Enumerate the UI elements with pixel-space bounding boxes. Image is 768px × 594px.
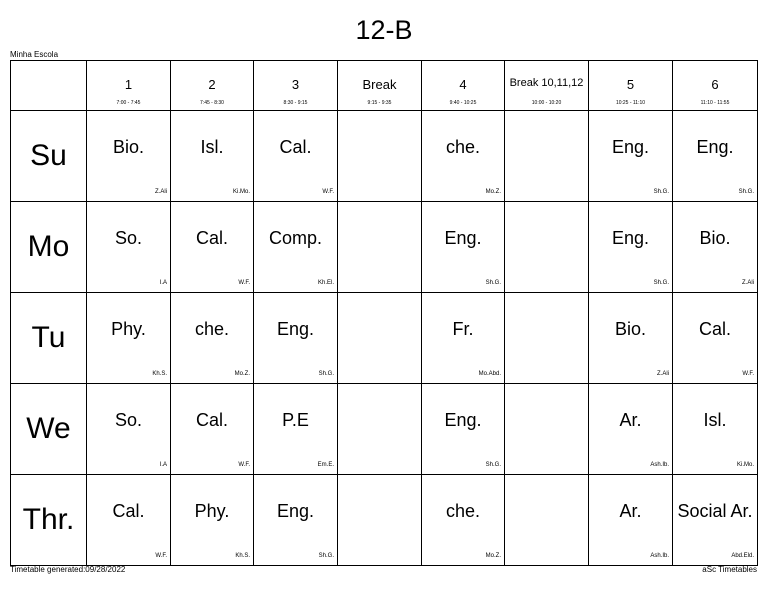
- lesson-cell: [254, 293, 338, 384]
- period-header: [505, 61, 589, 111]
- day-row: [11, 475, 758, 566]
- lesson-teacher: Kh.El.: [317, 280, 334, 286]
- corner-cell: [11, 61, 87, 111]
- lesson-teacher: I.A: [159, 280, 167, 286]
- lesson-subject: Isl.: [703, 409, 727, 430]
- day-label: Thr.: [11, 475, 87, 566]
- lesson-teacher: W.F.: [155, 553, 167, 559]
- timetable-grid: [10, 60, 758, 566]
- lesson-teacher: Kh.S.: [235, 553, 250, 559]
- lesson-cell: [589, 384, 673, 475]
- period-label: Break 10,11,12: [509, 77, 584, 89]
- lesson-teacher: Sh.G.: [318, 553, 334, 559]
- period-time: 10:00 - 10:20: [531, 100, 562, 106]
- lesson-cell: [422, 111, 505, 202]
- day-label: Mo: [11, 202, 87, 293]
- generator-credit: aSc Timetables: [702, 565, 757, 574]
- lesson-subject: Bio.: [112, 136, 145, 157]
- day-row: [11, 293, 758, 384]
- lesson-subject: So.: [114, 227, 143, 248]
- lesson-teacher: Sh.G.: [318, 371, 334, 377]
- lesson-teacher: Z.Ali: [657, 371, 669, 377]
- lesson-cell: [422, 384, 505, 475]
- period-header: [589, 61, 673, 111]
- lesson-subject: Social Ar.: [677, 500, 753, 521]
- period-time: 8:30 - 9:15: [283, 100, 308, 106]
- generated-date: Timetable generated:09/28/2022: [10, 565, 126, 574]
- day-label: Tu: [11, 293, 87, 384]
- lesson-teacher: Sh.G.: [485, 462, 501, 468]
- empty-cell: [338, 111, 422, 202]
- lesson-subject: P.E: [282, 409, 309, 430]
- lesson-teacher: Z.Ali: [742, 280, 754, 286]
- empty-cell: [338, 475, 422, 566]
- lesson-subject: Phy.: [194, 500, 230, 521]
- empty-cell: [505, 475, 589, 566]
- lesson-subject: Isl.: [200, 136, 224, 157]
- lesson-teacher: Ki.Mo.: [736, 462, 754, 468]
- lesson-teacher: Mo.Z.: [234, 371, 250, 377]
- lesson-cell: [87, 111, 171, 202]
- empty-cell: [505, 384, 589, 475]
- lesson-subject: che.: [445, 500, 481, 521]
- period-time: 11:10 - 11:55: [700, 100, 730, 106]
- lesson-subject: Bio.: [614, 318, 647, 339]
- lesson-teacher: Kh.S.: [152, 371, 167, 377]
- period-time: 7:45 - 8:30: [200, 100, 224, 106]
- lesson-cell: [673, 111, 758, 202]
- lesson-teacher: Mo.Abd.: [478, 371, 501, 377]
- lesson-cell: [673, 384, 758, 475]
- lesson-teacher: Sh.G.: [653, 189, 669, 195]
- lesson-subject: Cal.: [195, 227, 228, 248]
- lesson-cell: [254, 475, 338, 566]
- lesson-teacher: Mo.Z.: [485, 189, 501, 195]
- lesson-teacher: Sh.G.: [738, 189, 754, 195]
- lesson-subject: Eng.: [444, 227, 482, 248]
- timetable-body: [11, 61, 758, 566]
- day-row: [11, 384, 758, 475]
- lesson-subject: Bio.: [699, 227, 731, 248]
- empty-cell: [338, 384, 422, 475]
- school-name: Minha Escola: [10, 50, 59, 59]
- lesson-cell: [422, 475, 505, 566]
- empty-cell: [338, 293, 422, 384]
- lesson-cell: [673, 293, 758, 384]
- period-label: 6: [711, 77, 719, 92]
- lesson-teacher: Mo.Z.: [485, 553, 501, 559]
- period-label: 3: [291, 77, 300, 92]
- lesson-teacher: Abd.Eld.: [731, 553, 754, 559]
- empty-cell: [505, 202, 589, 293]
- lesson-cell: [87, 293, 171, 384]
- period-time: 10:25 - 11:10: [615, 100, 646, 106]
- lesson-teacher: Z.Ali: [155, 189, 167, 195]
- period-label: 4: [459, 77, 467, 92]
- period-header-row: [11, 61, 758, 111]
- day-row: [11, 202, 758, 293]
- lesson-cell: [171, 202, 254, 293]
- lesson-subject: Eng.: [276, 500, 315, 521]
- day-row: [11, 111, 758, 202]
- period-time: 7:00 - 7:45: [116, 100, 141, 106]
- lesson-subject: che.: [445, 136, 481, 157]
- lesson-subject: Cal.: [195, 409, 228, 430]
- lesson-subject: Ar.: [619, 500, 642, 521]
- period-header: [673, 61, 758, 111]
- period-header: [87, 61, 171, 111]
- empty-cell: [505, 111, 589, 202]
- period-header: [422, 61, 505, 111]
- day-label: We: [11, 384, 87, 475]
- lesson-cell: [673, 202, 758, 293]
- lesson-subject: che.: [194, 318, 230, 339]
- lesson-subject: Comp.: [268, 227, 322, 248]
- lesson-teacher: W.F.: [742, 371, 754, 377]
- lesson-cell: [171, 111, 254, 202]
- lesson-subject: Eng.: [611, 227, 650, 248]
- lesson-cell: [254, 202, 338, 293]
- lesson-cell: [87, 384, 171, 475]
- empty-cell: [505, 293, 589, 384]
- lesson-subject: So.: [114, 409, 143, 430]
- lesson-cell: [589, 202, 673, 293]
- lesson-cell: [171, 384, 254, 475]
- period-time: 9:40 - 10:25: [449, 100, 477, 106]
- day-label: Su: [11, 111, 87, 202]
- lesson-teacher: Ash.Ib.: [650, 553, 669, 559]
- lesson-cell: [254, 384, 338, 475]
- lesson-teacher: W.F.: [322, 189, 334, 195]
- lesson-cell: [589, 111, 673, 202]
- lesson-teacher: Ki.Mo.: [232, 189, 250, 195]
- lesson-cell: [87, 202, 171, 293]
- lesson-teacher: W.F.: [238, 462, 250, 468]
- lesson-teacher: Ash.Ib.: [650, 462, 669, 468]
- period-label: 1: [124, 77, 133, 92]
- lesson-cell: [171, 475, 254, 566]
- lesson-teacher: W.F.: [238, 280, 250, 286]
- lesson-cell: [254, 111, 338, 202]
- empty-cell: [338, 202, 422, 293]
- lesson-teacher: Em.E.: [317, 462, 334, 468]
- period-header: [338, 61, 422, 111]
- period-label: 2: [208, 77, 216, 92]
- period-time: 9:15 - 9:35: [367, 100, 392, 106]
- lesson-subject: Eng.: [611, 136, 650, 157]
- lesson-subject: Cal.: [112, 500, 145, 521]
- period-header: [254, 61, 338, 111]
- period-label: 5: [626, 77, 635, 92]
- page-title: 12-B: [355, 15, 413, 45]
- lesson-subject: Phy.: [111, 318, 146, 339]
- lesson-subject: Eng.: [444, 409, 482, 430]
- lesson-teacher: Sh.G.: [653, 280, 669, 286]
- lesson-subject: Cal.: [698, 318, 731, 339]
- lesson-cell: [589, 293, 673, 384]
- lesson-cell: [422, 293, 505, 384]
- lesson-subject: Eng.: [276, 318, 315, 339]
- lesson-cell: [87, 475, 171, 566]
- lesson-cell: [673, 475, 758, 566]
- lesson-teacher: Sh.G.: [485, 280, 501, 286]
- period-header: [171, 61, 254, 111]
- lesson-cell: [171, 293, 254, 384]
- lesson-subject: Eng.: [696, 136, 734, 157]
- lesson-subject: Cal.: [279, 136, 312, 157]
- lesson-subject: Fr.: [452, 318, 474, 339]
- lesson-teacher: I.A: [159, 462, 167, 468]
- lesson-subject: Ar.: [619, 409, 642, 430]
- period-label: Break: [362, 77, 397, 92]
- lesson-cell: [589, 475, 673, 566]
- lesson-cell: [422, 202, 505, 293]
